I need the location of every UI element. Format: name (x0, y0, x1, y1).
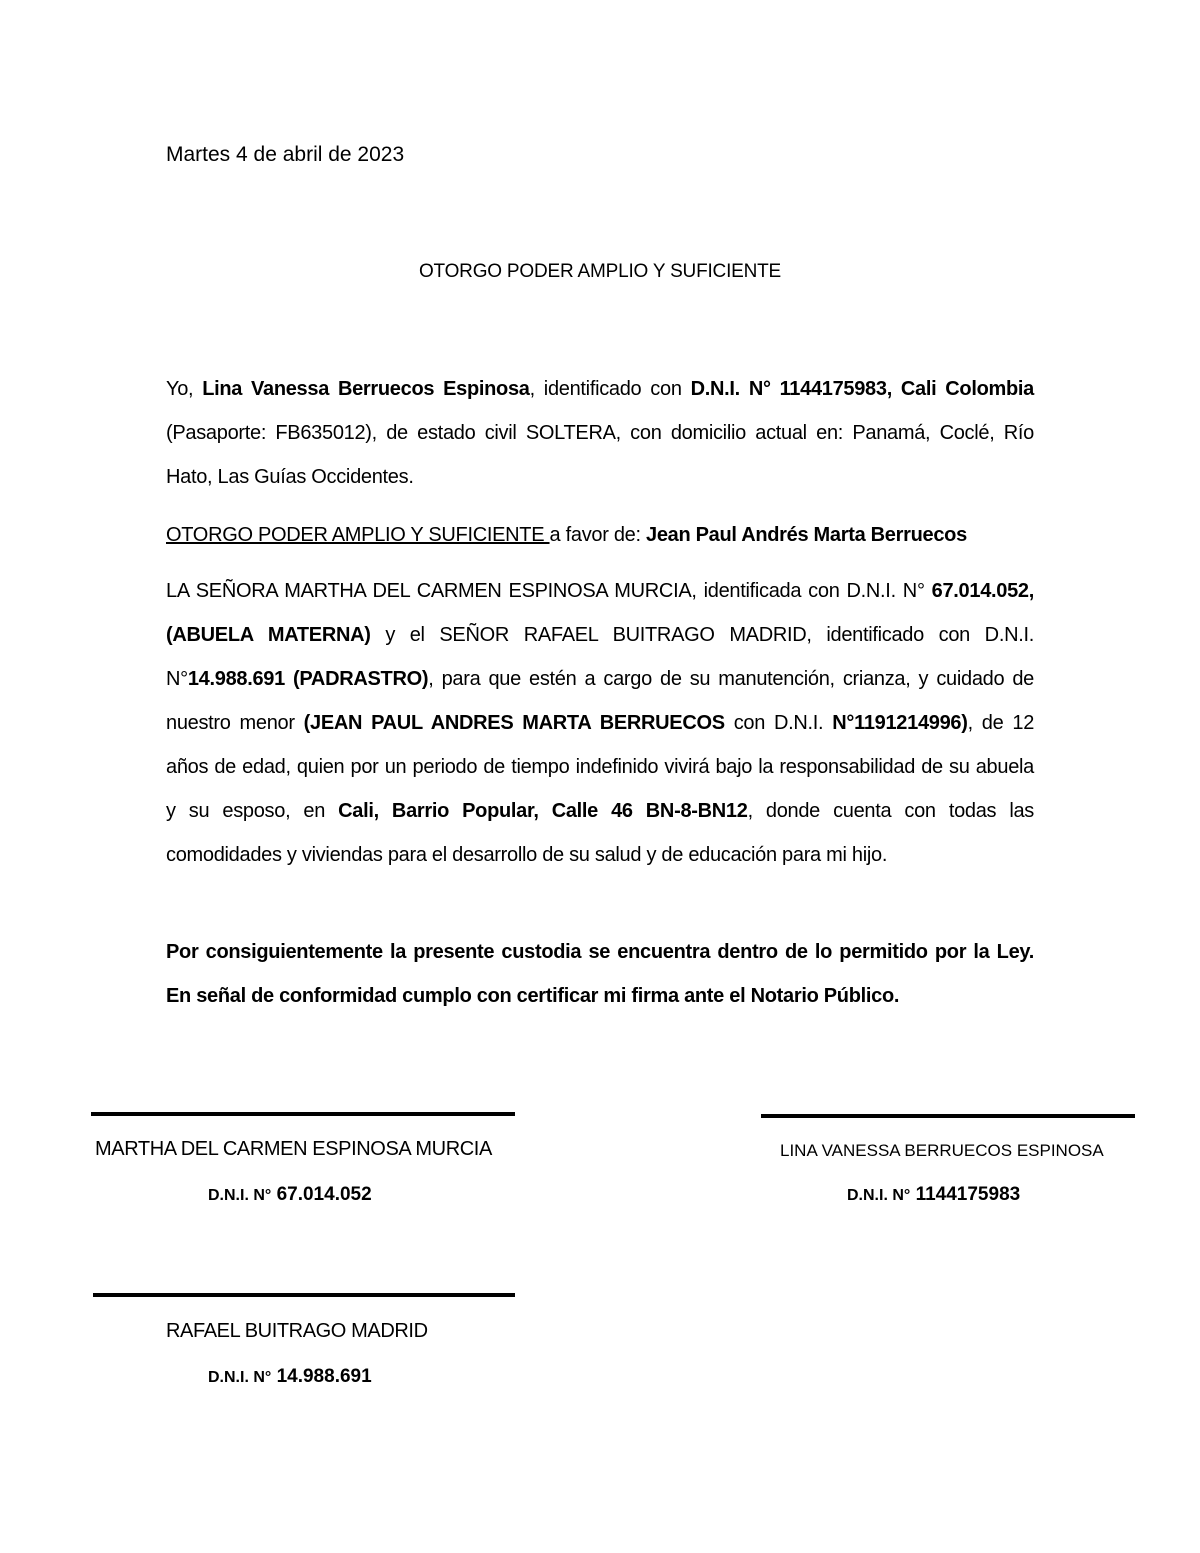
custody-bold-1: 67.014.052, (ABUELA MATERNA) (166, 580, 1034, 646)
signature-dni-lina (847, 1181, 1020, 1210)
custody-text-2: y el SEÑOR RAFAEL BUITRAGO MADRID, identificado con D.N.I. N° (166, 624, 1034, 690)
grantor-name: Lina Vanessa Berruecos Espinosa (202, 378, 530, 400)
grant-heading: OTORGO PODER AMPLIO Y SUFICIENTE (166, 524, 550, 546)
grant-favor: a favor de: (549, 524, 646, 546)
signature-dni-prefix: D.N.I. N° (847, 1187, 911, 1204)
signature-dni-martha (208, 1181, 372, 1210)
signature-line-rafael (93, 1293, 515, 1297)
custody-text-4: con D.N.I. (724, 712, 833, 734)
grantor-intro: Yo, (166, 378, 203, 400)
custody-bold-5: Cali, Barrio Popular, Calle 46 BN-8-BN12 (338, 800, 748, 822)
signature-line-martha (91, 1112, 515, 1116)
signature-dni-number: 67.014.052 (276, 1184, 372, 1205)
signature-dni-rafael (208, 1363, 372, 1392)
signature-dni-number: 14.988.691 (276, 1366, 372, 1387)
custody-bold-4: N°1191214996) (832, 712, 968, 734)
conformity-text: Por consiguientemente la presente custodia se encuentra dentro de lo permitido por la Ley. En señal de conformidad cumplo con certificar mi firma ante el Notario Público. (166, 941, 1034, 1007)
conformity-paragraph (166, 930, 1034, 1018)
signature-line-lina (761, 1114, 1135, 1118)
signature-name-rafael: RAFAEL BUITRAGO MADRID (166, 1320, 428, 1342)
signature-dni-prefix: D.N.I. N° (208, 1369, 272, 1386)
custody-bold-2: 14.988.691 (PADRASTRO) (187, 668, 429, 690)
grant-paragraph (166, 513, 1034, 557)
grant-beneficiary: Jean Paul Andrés Marta Berruecos (646, 524, 967, 546)
custody-text-5: , de 12 años de edad, quien por un periodo de tiempo indefinido vivirá bajo la responsabilidad de su abuela y su esposo, en (166, 712, 1035, 822)
custody-text-6: , donde cuenta con todas las comodidades y viviendas para el desarrollo de su salud y de educación para mi hijo. (166, 800, 1034, 866)
grantor-id: D.N.I. N° 1144175983, Cali Colombia (690, 378, 1034, 400)
custody-paragraph (166, 569, 1034, 877)
signature-dni-prefix: D.N.I. N° (208, 1187, 272, 1204)
signature-name-lina: LINA VANESSA BERRUECOS ESPINOSA (780, 1141, 1104, 1160)
grantor-details: (Pasaporte: FB635012), de estado civil SOLTERA, con domicilio actual en: Panamá, Coclé, Río Hato, Las Guías Occidentes. (166, 422, 1034, 488)
signature-name-martha: MARTHA DEL CARMEN ESPINOSA MURCIA (95, 1138, 492, 1160)
document-date: Martes 4 de abril de 2023 (166, 143, 405, 166)
signature-dni-number: 1144175983 (915, 1184, 1021, 1205)
custody-bold-3: (JEAN PAUL ANDRES MARTA BERRUECOS (303, 712, 725, 734)
document-title: OTORGO PODER AMPLIO Y SUFICIENTE (418, 261, 782, 282)
custody-text-1: LA SEÑORA MARTHA DEL CARMEN ESPINOSA MURCIA, identificada con D.N.I. N° (166, 580, 932, 602)
grantor-id-intro: , identificado con (529, 378, 691, 400)
grantor-paragraph (166, 367, 1034, 499)
custody-text-3: , para que estén a cargo de su manutención, crianza, y cuidado de nuestro menor (166, 668, 1035, 734)
